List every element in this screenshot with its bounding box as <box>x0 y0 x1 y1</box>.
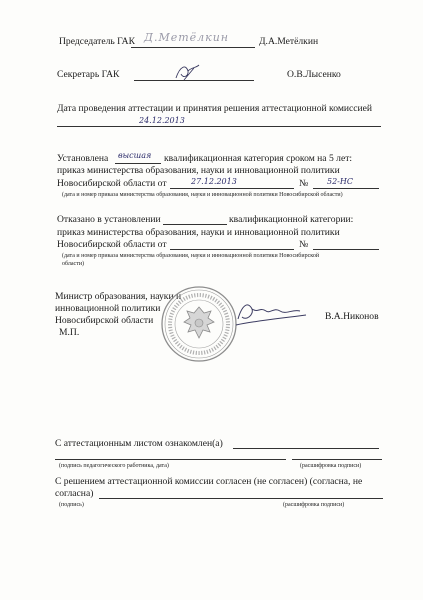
established-note: (дата и номер приказа министерства образования, науки и инновационной политики Новосибирской области) <box>62 192 343 198</box>
decision-line1: С решением аттестационной комиссии согласен (не согласен) (согласна, не <box>55 476 363 487</box>
established-prefix: Установлена <box>57 153 109 164</box>
decision-line2: согласна) <box>55 488 94 499</box>
chairman-signature-line <box>131 47 255 48</box>
minister-title-line2: инновационной политики <box>55 303 161 314</box>
familiarized-note-right: (расшифровка подписи) <box>300 463 362 469</box>
refused-order-line: приказ министерства образования, науки и инновационной политики <box>57 227 340 238</box>
refused-category-line <box>163 224 227 225</box>
decision-note-left: (подпись) <box>59 502 84 508</box>
attestation-date-label: Дата проведения аттестации и принятия решения аттестационной комиссией <box>57 103 373 114</box>
established-number-sign: № <box>299 178 309 189</box>
established-order-number: 52-НС <box>327 177 353 186</box>
attestation-date-value: 24.12.2013 <box>139 116 185 125</box>
secretary-name: О.В.Лысенко <box>287 69 341 80</box>
refused-suffix: квалификационной категории: <box>229 214 354 225</box>
chairman-name: Д.А.Метёлкин <box>259 36 319 47</box>
decision-note-right: (расшифровка подписи) <box>283 502 345 508</box>
refused-region-prefix: Новосибирской области от <box>57 239 167 250</box>
minister-title-line1: Министр образования, науки и <box>55 291 182 302</box>
secretary-label: Секретарь ГАК <box>57 69 120 80</box>
category-value: высшая <box>118 151 152 160</box>
chairman-signature: Д.Метёлкин <box>144 31 230 44</box>
official-stamp-seal <box>160 285 238 363</box>
familiarized-name-line-left <box>55 459 286 460</box>
familiarized-label: С аттестационным листом ознакомлен(а) <box>55 438 223 449</box>
stamp-place-mark: М.П. <box>59 327 80 338</box>
chairman-label: Председатель ГАК <box>59 36 135 47</box>
refused-prefix: Отказано в установлении <box>57 214 161 225</box>
established-suffix: квалификационная категория сроком на 5 лет: <box>164 153 353 164</box>
refused-order-date-line <box>170 249 294 250</box>
attestation-date-line <box>57 126 381 127</box>
minister-name: В.А.Никонов <box>325 311 379 322</box>
refused-note-line2: области) <box>62 261 85 267</box>
refused-order-number-line <box>313 249 379 250</box>
minister-title-line3: Новосибирской области <box>55 315 154 326</box>
established-order-date-line <box>170 188 294 189</box>
established-order-date: 27.12.2013 <box>191 177 237 186</box>
category-line <box>115 163 161 164</box>
established-order-number-line <box>313 188 379 189</box>
familiarized-name-line-right <box>292 459 382 460</box>
refused-note-line1: (дата и номер приказа министерства образования, науки и инновационной политики Новосибирской <box>62 253 320 259</box>
minister-signature <box>230 297 310 333</box>
familiarized-signature-line <box>233 448 379 449</box>
established-order-line: приказ министерства образования, науки и инновационной политики <box>57 165 340 176</box>
established-region-prefix: Новосибирской области от <box>57 178 167 189</box>
secretary-signature <box>172 62 202 82</box>
familiarized-note-left: (подпись педагогического работника, дата) <box>59 463 169 469</box>
refused-number-sign: № <box>299 239 309 250</box>
decision-signature-line <box>99 498 383 499</box>
